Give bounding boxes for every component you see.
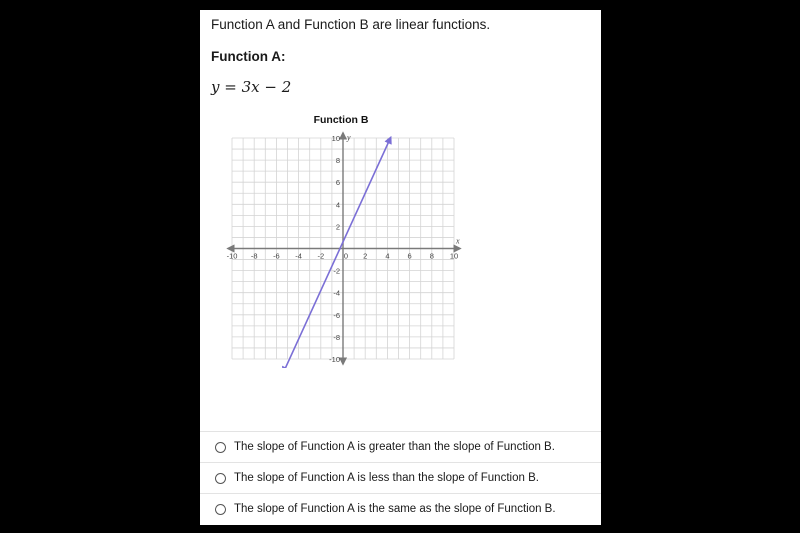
graph-title: Function B (313, 114, 369, 126)
axes (228, 133, 460, 364)
y-tick-label: -2 (333, 266, 340, 276)
y-tick-label: -8 (333, 332, 340, 342)
y-tick-label: 6 (335, 178, 340, 188)
question-card (200, 10, 601, 525)
function-b-graph (226, 131, 466, 368)
y-axis-label: y (347, 133, 351, 142)
y-tick-label: 4 (335, 200, 340, 210)
y-tick-label: 8 (335, 156, 340, 166)
x-tick-label: 4 (385, 251, 390, 261)
radio-button[interactable] (215, 442, 226, 453)
x-tick-label: -2 (317, 251, 325, 261)
x-tick-label: -4 (295, 251, 302, 261)
x-axis-label: x (456, 236, 460, 246)
question-intro: Function A and Function B are linear functions. (211, 17, 491, 32)
y-tick-label: 10 (331, 134, 340, 143)
option-label: The slope of Function A is greater than the slope of Function B. (234, 441, 555, 453)
y-tick-label: -6 (333, 310, 340, 320)
option-label: The slope of Function A is the same as the slope of Function B. (234, 503, 556, 515)
answer-options (200, 431, 601, 524)
y-tick-label: -4 (333, 288, 340, 298)
function-a-formula (211, 78, 291, 96)
option-label: The slope of Function A is less than the slope of Function B. (234, 472, 539, 484)
x-tick-label: 10 (449, 251, 459, 261)
radio-button[interactable] (215, 473, 226, 484)
x-tick-label: 8 (429, 251, 434, 261)
x-tick-label: -10 (226, 251, 238, 261)
option-same[interactable] (200, 493, 601, 524)
function-a-title: Function A: (211, 49, 286, 64)
x-tick-label: -8 (250, 251, 258, 261)
y-tick-label: 2 (335, 222, 340, 232)
x-tick-label: 6 (407, 251, 412, 261)
formula-rhs: 3x − 2 (241, 78, 292, 96)
y-tick-label: -10 (329, 355, 340, 364)
radio-button[interactable] (215, 504, 226, 515)
x-tick-label: 2 (363, 251, 368, 261)
formula-equals: = (224, 78, 237, 96)
option-less[interactable] (200, 462, 601, 493)
x-tick-label: 0 (343, 251, 349, 261)
formula-lhs: y (211, 78, 220, 96)
option-greater[interactable] (200, 431, 601, 462)
x-tick-label: -6 (273, 251, 280, 261)
